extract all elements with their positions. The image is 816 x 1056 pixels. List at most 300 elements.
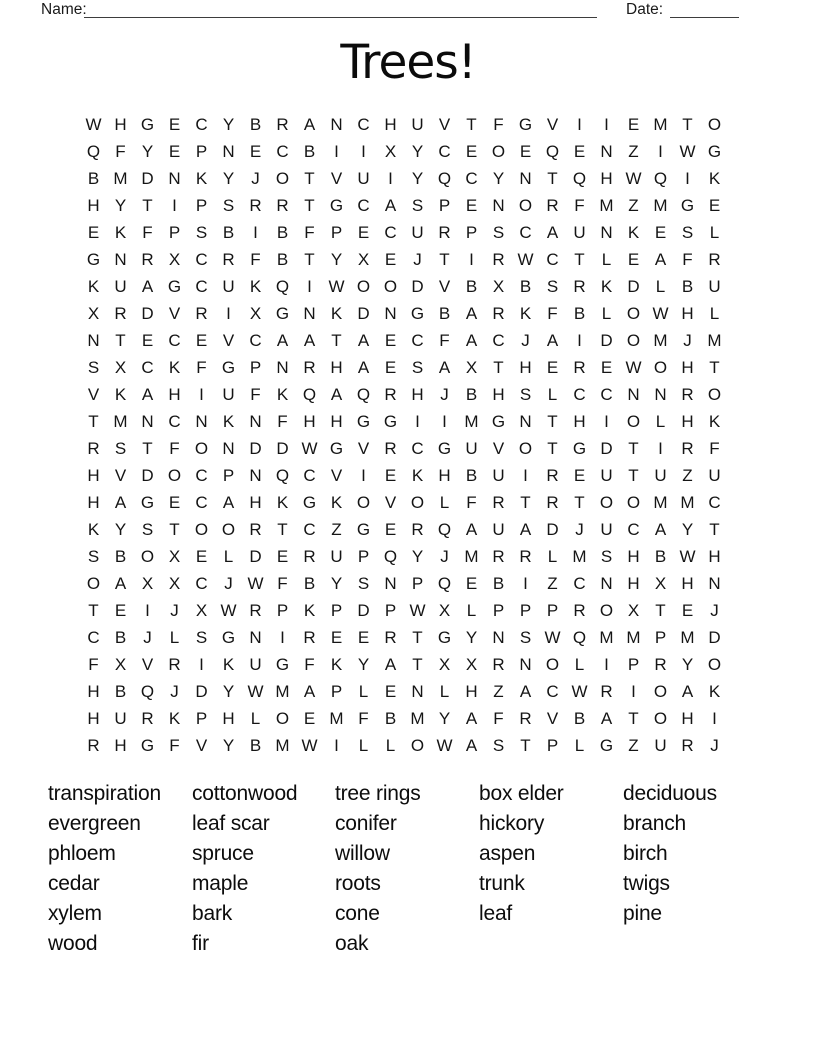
grid-letter: T (169, 519, 180, 539)
grid-letter: R (195, 303, 208, 323)
grid-letter: Y (330, 249, 343, 269)
grid-letter: Z (331, 519, 342, 539)
grid-letter: H (627, 573, 640, 593)
grid-letter: O (221, 519, 236, 539)
grid-letter: L (655, 411, 666, 431)
grid-letter: W (625, 168, 642, 188)
grid-letter: V (114, 465, 127, 485)
word-list-item: branch (623, 811, 687, 835)
grid-letter: A (357, 330, 370, 350)
grid-letter: E (195, 330, 208, 350)
grid-letter: T (628, 708, 639, 728)
grid-letter: N (330, 114, 343, 134)
grid-letter: B (654, 546, 667, 566)
grid-letter: I (604, 654, 609, 674)
grid-letter: G (410, 303, 425, 323)
grid-letter: O (275, 708, 290, 728)
grid-letter: Y (492, 168, 505, 188)
grid-letter: Q (86, 141, 101, 161)
grid-letter: P (438, 195, 451, 215)
grid-letter: U (654, 465, 667, 485)
grid-letter: H (411, 384, 424, 404)
grid-letter: Y (114, 519, 127, 539)
grid-letter: R (303, 357, 316, 377)
grid-letter: E (384, 330, 397, 350)
grid-letter: I (280, 627, 285, 647)
grid-letter: A (357, 357, 370, 377)
grid-letter: C (195, 249, 208, 269)
grid-letter: S (141, 519, 154, 539)
grid-letter: T (628, 438, 639, 458)
grid-letter: N (708, 573, 721, 593)
grid-letter: K (114, 222, 127, 242)
grid-letter: B (114, 627, 127, 647)
grid-letter: P (249, 357, 262, 377)
word-list-item: leaf (479, 901, 513, 925)
grid-letter: G (140, 492, 155, 512)
grid-letter: A (330, 384, 343, 404)
grid-letter: D (708, 627, 721, 647)
grid-letter: E (465, 573, 478, 593)
grid-letter: A (465, 330, 478, 350)
word-list-item: wood (48, 931, 98, 955)
grid-letter: F (115, 141, 126, 161)
grid-letter: R (249, 519, 262, 539)
grid-letter: H (87, 681, 100, 701)
grid-letter: S (681, 222, 694, 242)
grid-letter: R (168, 654, 181, 674)
grid-letter: L (709, 222, 720, 242)
grid-letter: V (168, 303, 181, 323)
grid-letter: W (679, 546, 696, 566)
grid-letter: R (492, 654, 505, 674)
grid-letter: D (249, 438, 262, 458)
grid-letter: U (465, 438, 478, 458)
word-list-item: cottonwood (192, 782, 298, 805)
grid-letter: A (519, 681, 532, 701)
grid-letter: E (276, 546, 289, 566)
grid-letter: M (653, 114, 668, 134)
grid-letter: G (221, 627, 236, 647)
grid-letter: O (86, 573, 101, 593)
grid-letter: S (519, 627, 532, 647)
grid-letter: O (599, 492, 614, 512)
grid-letter: D (546, 519, 559, 539)
grid-letter: T (304, 168, 315, 188)
grid-letter: M (599, 195, 614, 215)
grid-letter: P (195, 195, 208, 215)
grid-letter: N (600, 222, 613, 242)
grid-letter: C (357, 195, 370, 215)
word-list-item: cedar (48, 871, 100, 895)
grid-letter: Y (141, 141, 154, 161)
word-list-column (192, 779, 297, 958)
grid-letter: P (195, 141, 208, 161)
grid-letter: T (304, 249, 315, 269)
grid-letter: P (546, 735, 559, 755)
grid-letter: B (492, 573, 505, 593)
grid-letter: Z (493, 681, 504, 701)
grid-letter: S (195, 627, 208, 647)
grid-letter: Y (222, 681, 235, 701)
grid-letter: C (546, 249, 559, 269)
grid-letter: A (600, 708, 613, 728)
grid-letter: I (199, 384, 204, 404)
grid-letter: I (658, 141, 663, 161)
grid-letter: P (330, 222, 343, 242)
grid-letter: K (168, 357, 181, 377)
grid-letter: I (469, 249, 474, 269)
grid-letter: N (492, 195, 505, 215)
grid-letter: N (492, 627, 505, 647)
grid-letter: F (88, 654, 99, 674)
grid-letter: I (307, 276, 312, 296)
grid-letter: T (520, 492, 531, 512)
grid-letter: O (275, 168, 290, 188)
grid-letter: C (303, 465, 316, 485)
grid-letter: R (222, 249, 235, 269)
grid-letter: A (546, 330, 559, 350)
grid-letter: H (222, 708, 235, 728)
grid-letter: A (654, 249, 667, 269)
grid-letter: X (87, 303, 100, 323)
grid-letter: W (301, 438, 318, 458)
grid-letter: E (384, 681, 397, 701)
grid-letter: B (222, 222, 235, 242)
grid-letter: F (250, 249, 261, 269)
grid-letter: R (249, 195, 262, 215)
grid-letter: N (276, 357, 289, 377)
grid-letter: I (172, 195, 177, 215)
grid-letter: H (681, 708, 694, 728)
grid-letter: K (276, 492, 289, 512)
grid-letter: B (114, 681, 127, 701)
grid-letter: D (141, 303, 154, 323)
grid-letter: I (523, 573, 528, 593)
grid-letter: R (492, 492, 505, 512)
grid-letter: N (384, 573, 397, 593)
word-list-item: maple (192, 871, 249, 895)
grid-letter: T (88, 600, 99, 620)
grid-letter: X (114, 654, 127, 674)
grid-letter: E (303, 708, 316, 728)
grid-letter: Y (465, 627, 478, 647)
grid-letter: G (518, 114, 533, 134)
grid-letter: C (384, 222, 397, 242)
grid-letter: V (195, 735, 208, 755)
grid-letter: B (681, 276, 694, 296)
grid-letter: J (575, 519, 584, 539)
grid-letter: O (707, 384, 722, 404)
grid-letter: Q (356, 384, 371, 404)
grid-letter: C (357, 114, 370, 134)
grid-letter: H (87, 465, 100, 485)
grid-letter: M (599, 627, 614, 647)
grid-letter: R (141, 249, 154, 269)
grid-letter: V (546, 114, 559, 134)
grid-letter: B (276, 249, 289, 269)
grid-letter: R (249, 600, 262, 620)
grid-letter: X (438, 654, 451, 674)
grid-letter: F (277, 573, 288, 593)
grid-letter: B (276, 222, 289, 242)
grid-letter: E (627, 114, 640, 134)
grid-letter: E (465, 195, 478, 215)
grid-letter: C (411, 438, 424, 458)
name-label: Name: (41, 1, 87, 18)
grid-letter: Q (437, 168, 452, 188)
grid-letter: B (519, 276, 532, 296)
grid-letter: I (604, 114, 609, 134)
grid-letter: O (518, 438, 533, 458)
word-list-item: twigs (623, 871, 670, 895)
grid-letter: J (170, 681, 179, 701)
grid-letter: M (653, 492, 668, 512)
grid-letter: J (521, 330, 530, 350)
grid-letter: U (114, 708, 127, 728)
grid-letter: G (302, 492, 317, 512)
grid-letter: H (330, 411, 343, 431)
grid-letter: G (275, 654, 290, 674)
grid-letter: M (275, 735, 290, 755)
grid-letter: I (631, 681, 636, 701)
word-list-item: deciduous (623, 782, 717, 805)
grid-letter: H (330, 357, 343, 377)
grid-letter: F (466, 492, 477, 512)
grid-letter: V (438, 276, 451, 296)
grid-letter: R (492, 303, 505, 323)
grid-letter: V (330, 168, 343, 188)
grid-letter: Y (114, 195, 127, 215)
grid-letter: K (708, 168, 721, 188)
grid-letter: E (384, 465, 397, 485)
grid-letter: W (85, 114, 102, 134)
grid-letter: K (519, 303, 532, 323)
grid-letter: H (573, 411, 586, 431)
grid-letter: Q (572, 168, 587, 188)
grid-letter: N (249, 411, 262, 431)
grid-letter: I (577, 114, 582, 134)
grid-letter: T (115, 330, 126, 350)
grid-letter: P (222, 465, 235, 485)
grid-letter: K (168, 708, 181, 728)
grid-letter: J (710, 600, 719, 620)
grid-letter: C (600, 384, 613, 404)
grid-letter: R (708, 249, 721, 269)
grid-letter: N (519, 654, 532, 674)
grid-letter: C (168, 411, 181, 431)
grid-letter: F (304, 222, 315, 242)
grid-letter: T (547, 168, 558, 188)
grid-letter: N (168, 168, 181, 188)
grid-letter: I (604, 411, 609, 431)
grid-letter: A (465, 735, 478, 755)
grid-letter: D (276, 438, 289, 458)
grid-letter: K (222, 654, 235, 674)
word-list-column (623, 779, 717, 929)
grid-letter: N (411, 681, 424, 701)
grid-letter: U (600, 519, 613, 539)
grid-letter: C (546, 681, 559, 701)
word-list-item: aspen (479, 841, 536, 865)
grid-letter: R (492, 249, 505, 269)
grid-letter: P (546, 600, 559, 620)
grid-letter: B (573, 708, 586, 728)
grid-letter: A (465, 708, 478, 728)
grid-letter: U (249, 654, 262, 674)
grid-letter: O (410, 492, 425, 512)
grid-letter: S (492, 735, 505, 755)
grid-letter: F (142, 222, 153, 242)
grid-letter: U (330, 546, 343, 566)
grid-letter: A (303, 681, 316, 701)
grid-letter: G (86, 249, 101, 269)
grid-letter: I (388, 168, 393, 188)
grid-letter: Q (383, 546, 398, 566)
grid-letter: M (572, 546, 587, 566)
grid-letter: L (169, 627, 180, 647)
grid-letter: F (547, 303, 558, 323)
grid-letter: C (87, 627, 100, 647)
grid-letter: R (681, 384, 694, 404)
grid-letter: F (196, 357, 207, 377)
word-list-item: pine (623, 901, 662, 925)
grid-letter: O (653, 681, 668, 701)
grid-letter: O (626, 303, 641, 323)
grid-letter: G (383, 411, 398, 431)
grid-letter: A (546, 222, 559, 242)
grid-letter: K (411, 465, 424, 485)
grid-letter: Q (653, 168, 668, 188)
grid-letter: E (357, 627, 370, 647)
grid-letter: D (357, 303, 370, 323)
grid-letter: R (600, 681, 613, 701)
grid-letter: L (439, 681, 450, 701)
grid-letter: D (357, 600, 370, 620)
grid-letter: R (546, 492, 559, 512)
grid-letter: Q (572, 627, 587, 647)
grid-letter: E (168, 114, 181, 134)
grid-letter: R (573, 276, 586, 296)
grid-letter: O (626, 411, 641, 431)
grid-letter: P (384, 600, 397, 620)
grid-letter: P (465, 222, 478, 242)
word-list-item: bark (192, 901, 233, 925)
grid-letter: L (655, 276, 666, 296)
grid-letter: T (142, 195, 153, 215)
grid-letter: K (87, 276, 100, 296)
grid-letter: V (357, 438, 370, 458)
grid-letter: B (303, 573, 316, 593)
grid-letter: M (653, 330, 668, 350)
grid-letter: T (520, 735, 531, 755)
grid-letter: J (413, 249, 422, 269)
grid-letter: M (113, 411, 128, 431)
grid-letter: Q (275, 465, 290, 485)
grid-letter: B (465, 465, 478, 485)
grid-letter: Q (275, 276, 290, 296)
grid-letter: R (303, 627, 316, 647)
grid-letter: I (712, 708, 717, 728)
grid-letter: O (653, 708, 668, 728)
word-list-item: transpiration (48, 782, 161, 805)
grid-letter: K (600, 276, 613, 296)
grid-letter: J (224, 573, 233, 593)
word-list-item: oak (335, 931, 369, 955)
grid-letter: S (492, 222, 505, 242)
grid-letter: O (626, 492, 641, 512)
grid-letter: T (628, 465, 639, 485)
grid-letter: T (574, 249, 585, 269)
grid-letter: B (573, 303, 586, 323)
grid-letter: G (167, 276, 182, 296)
grid-letter: E (195, 546, 208, 566)
date-label: Date: (626, 1, 664, 18)
grid-letter: R (681, 735, 694, 755)
grid-letter: L (709, 303, 720, 323)
grid-letter: X (465, 654, 478, 674)
grid-letter: M (464, 546, 479, 566)
word-list-item: evergreen (48, 811, 141, 835)
grid-letter: W (247, 573, 264, 593)
word-list-item: tree rings (335, 782, 421, 805)
grid-letter: F (493, 708, 504, 728)
grid-letter: O (707, 114, 722, 134)
grid-letter: D (600, 438, 613, 458)
grid-letter: T (709, 519, 720, 539)
grid-letter: I (442, 411, 447, 431)
grid-letter: C (276, 141, 289, 161)
grid-letter: W (652, 303, 669, 323)
grid-letter: H (627, 546, 640, 566)
grid-letter: A (141, 384, 154, 404)
grid-letter: L (574, 735, 585, 755)
grid-letter: L (358, 681, 369, 701)
grid-letter: T (331, 330, 342, 350)
grid-letter: E (600, 357, 613, 377)
grid-letter: C (573, 384, 586, 404)
grid-letter: K (330, 303, 343, 323)
grid-letter: U (222, 384, 235, 404)
grid-letter: L (601, 303, 612, 323)
grid-letter: Y (411, 141, 424, 161)
grid-letter: C (438, 141, 451, 161)
grid-letter: R (276, 114, 289, 134)
grid-letter: O (653, 357, 668, 377)
grid-letter: I (334, 141, 339, 161)
grid-letter: G (140, 735, 155, 755)
grid-letter: A (438, 357, 451, 377)
grid-letter: X (438, 600, 451, 620)
grid-letter: G (329, 195, 344, 215)
grid-letter: G (491, 411, 506, 431)
grid-letter: Y (330, 573, 343, 593)
grid-letter: I (199, 654, 204, 674)
grid-letter: O (383, 276, 398, 296)
grid-letter: E (384, 519, 397, 539)
grid-letter: X (168, 546, 181, 566)
grid-letter: U (654, 735, 667, 755)
grid-letter: H (519, 357, 532, 377)
grid-letter: Z (628, 141, 639, 161)
grid-letter: W (436, 735, 453, 755)
grid-letter: K (627, 222, 640, 242)
grid-letter: C (195, 276, 208, 296)
grid-letter: G (140, 114, 155, 134)
grid-letter: S (114, 438, 127, 458)
grid-letter: Z (682, 465, 693, 485)
grid-letter: I (361, 465, 366, 485)
